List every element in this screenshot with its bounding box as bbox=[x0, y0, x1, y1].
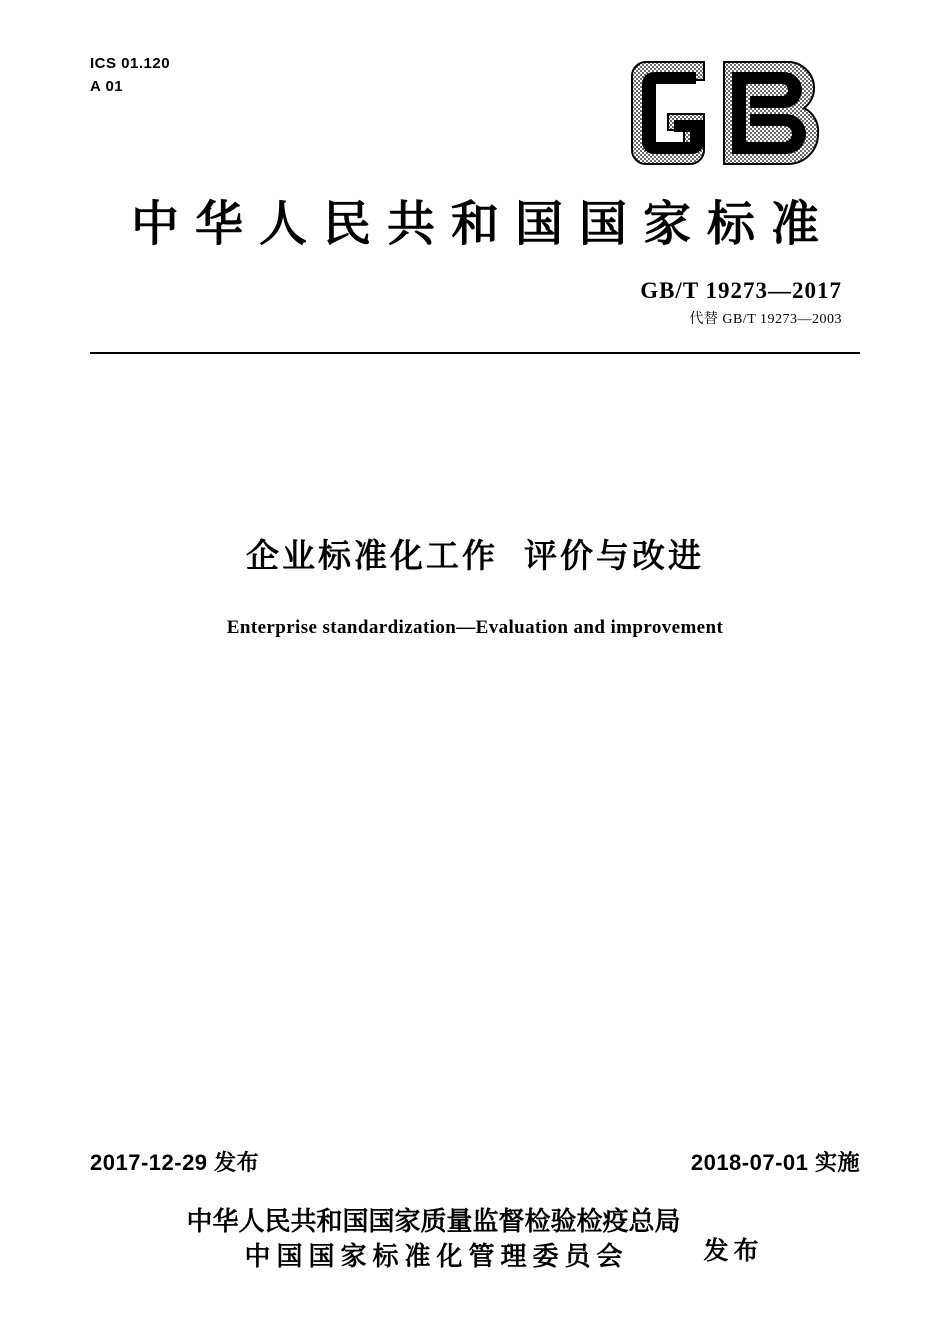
publisher-line-2: 中国国家标准化管理委员会 bbox=[244, 1242, 629, 1273]
publisher-block bbox=[0, 1205, 950, 1275]
subject-title-cn bbox=[0, 530, 950, 577]
publisher-line-1: 中华人民共和国国家质量监督检验检疫总局 bbox=[186, 1207, 681, 1237]
standard-replaces-note: 代替 GB/T 19273—2003 bbox=[689, 312, 842, 327]
gb-logo-icon bbox=[628, 58, 838, 168]
issue-date: 2017-12-29 发布 bbox=[90, 1150, 260, 1175]
classification-code: A 01 bbox=[90, 78, 124, 96]
subject-title-cn-part1: 企业标准化工作 bbox=[246, 536, 498, 575]
publisher-verb: 发布 bbox=[703, 1236, 764, 1266]
publisher-names bbox=[186, 1205, 680, 1275]
subject-title-en: Enterprise standardization—Evaluation and improvement bbox=[226, 617, 724, 638]
implementation-date: 2018-07-01 实施 bbox=[690, 1150, 860, 1175]
header-divider bbox=[90, 352, 860, 354]
subject-title-cn-part2: 评价与改进 bbox=[524, 536, 704, 575]
national-standard-title: 中华人民共和国国家标准 bbox=[130, 196, 835, 252]
ics-block bbox=[90, 52, 170, 99]
ics-code: ICS 01.120 bbox=[90, 55, 171, 72]
standard-number: GB/T 19273—2017 bbox=[640, 278, 842, 303]
